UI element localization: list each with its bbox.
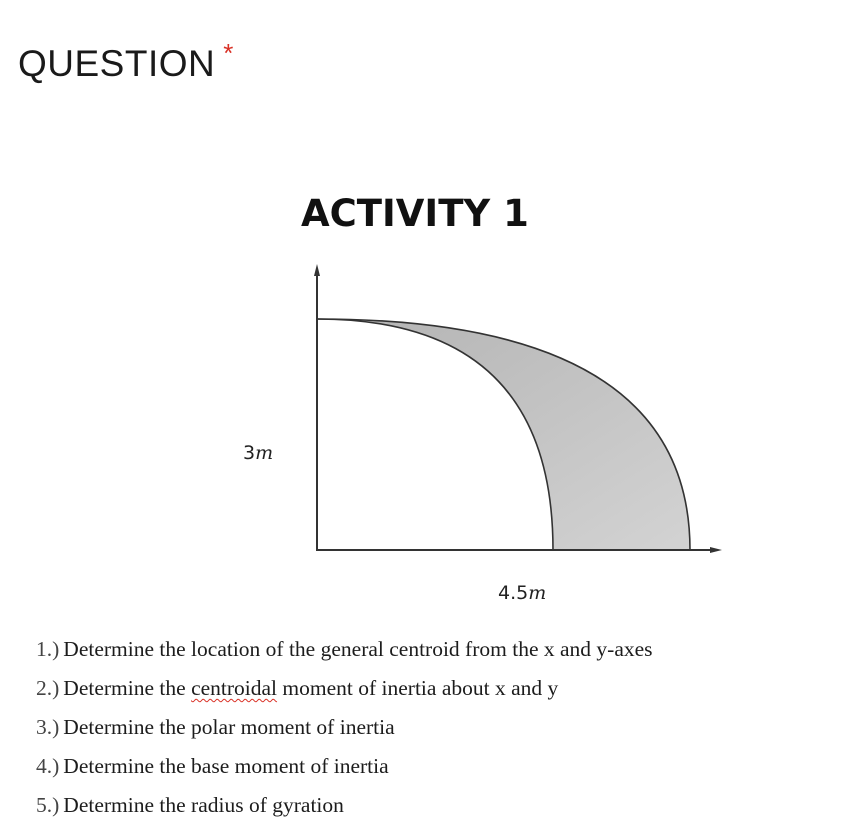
question-text: Determine the polar moment of inertia bbox=[63, 715, 395, 739]
question-text: Determine the location of the general centroid from the x and y-axes bbox=[63, 637, 653, 661]
question-text: Determine the radius of gyration bbox=[63, 793, 344, 817]
y-axis-arrow bbox=[314, 264, 320, 276]
question-title: QUESTION bbox=[18, 43, 216, 84]
width-value: 4.5 bbox=[498, 582, 529, 604]
question-item bbox=[36, 708, 653, 747]
question-number: 3.) bbox=[36, 715, 60, 739]
required-marker: * bbox=[223, 38, 234, 68]
question-text-before: Determine the bbox=[63, 676, 192, 700]
question-text-after: moment of inertia about x and y bbox=[277, 676, 559, 700]
activity-title: ACTIVITY 1 bbox=[301, 192, 529, 235]
x-axis-arrow bbox=[710, 547, 722, 553]
width-unit: m bbox=[528, 582, 547, 604]
question-item bbox=[36, 669, 653, 708]
shaded-region bbox=[317, 319, 690, 550]
question-item bbox=[36, 747, 653, 786]
height-unit: m bbox=[255, 442, 274, 464]
height-dimension-label bbox=[243, 442, 273, 464]
question-item bbox=[36, 786, 653, 825]
question-number: 4.) bbox=[36, 754, 60, 778]
question-number: 5.) bbox=[36, 793, 60, 817]
height-value: 3 bbox=[243, 442, 256, 464]
question-number: 2.) bbox=[36, 676, 60, 700]
question-number: 1.) bbox=[36, 637, 60, 661]
question-item bbox=[36, 630, 653, 669]
question-text: Determine the base moment of inertia bbox=[63, 754, 389, 778]
misspelling-underline-word: centroidal bbox=[191, 676, 278, 700]
width-dimension-label bbox=[498, 582, 546, 604]
question-list bbox=[36, 630, 653, 825]
